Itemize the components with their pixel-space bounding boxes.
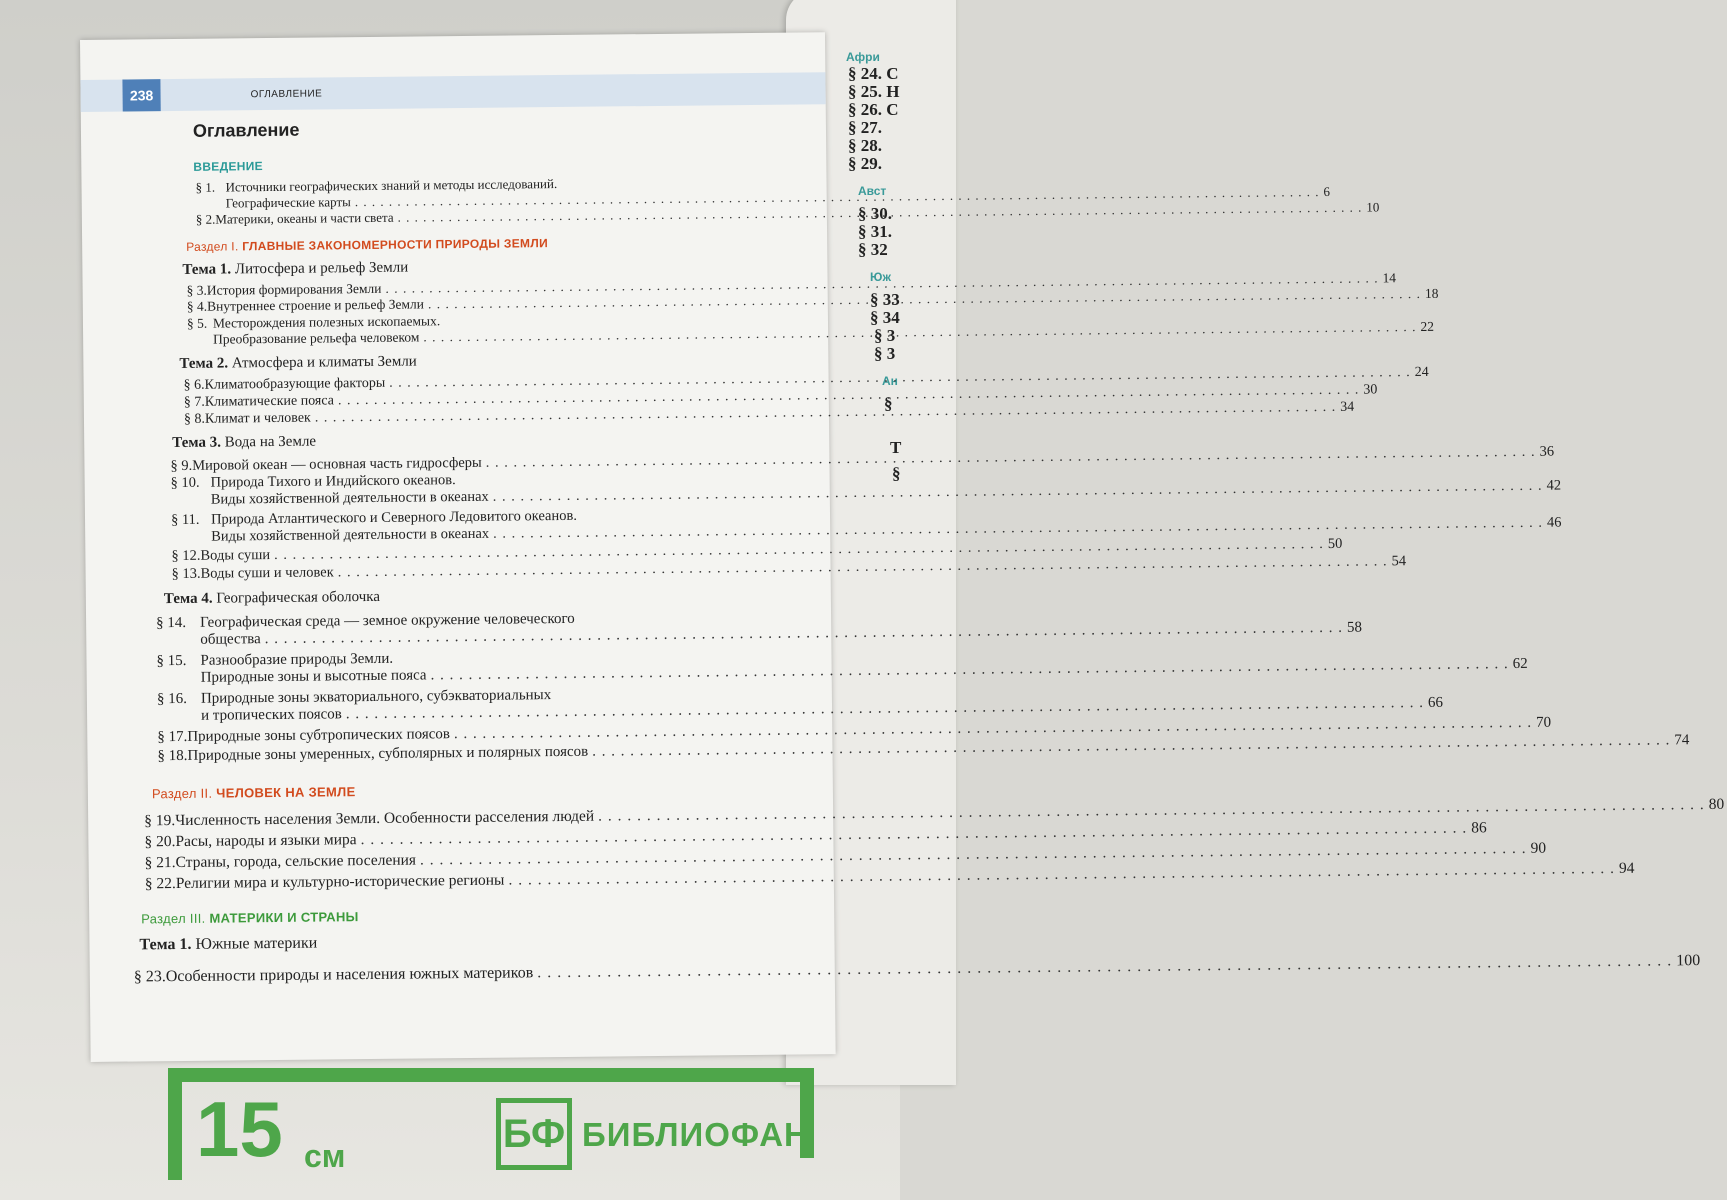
- right-line: § 27.: [848, 118, 882, 137]
- topic-heading: Тема 1. Южные материки: [139, 934, 318, 954]
- toc-entry[interactable]: § 19. Численность населения Земли. Особенности расселения людей . . . 80: [144, 806, 780, 831]
- right-line: § 34: [870, 308, 900, 327]
- right-line: § 24. С: [848, 64, 899, 83]
- toc-entry[interactable]: § 3. История формирования Земли . . . 14: [187, 277, 737, 299]
- right-section-label: Афри: [846, 50, 880, 64]
- toc-entry[interactable]: § 4. Внутреннее строение и рельеф Земли . . . 18: [187, 293, 737, 315]
- toc-entry[interactable]: § 5. Месторождения полезных ископаемых. Преобразование рельефа человеком . . . 22: [187, 310, 737, 348]
- right-line: § 30.: [858, 204, 892, 223]
- section-3-heading: [141, 909, 359, 926]
- section-3-label: Раздел III.: [141, 910, 206, 927]
- brand-name: БИБЛИОФАН: [582, 1116, 809, 1153]
- toc-entry[interactable]: § 22. Религии мира и культурно-исторические регионы . . . 94: [145, 869, 781, 894]
- book-logo-icon: БФ: [496, 1098, 572, 1170]
- toc-entry[interactable]: § 14. Географическая среда — земное окружение человеческого общества . . . 58: [156, 609, 770, 649]
- right-line: § 28.: [848, 136, 882, 155]
- toc-entry[interactable]: § 8. Климат и человек . . . 34: [184, 406, 752, 428]
- right-line: Т: [890, 438, 902, 457]
- topic-heading: Тема 1. Литосфера и рельеф Земли: [182, 259, 409, 278]
- right-line: § 26. С: [848, 100, 899, 119]
- toc-entry[interactable]: § 13. Воды суши и человек . . . 54: [172, 560, 762, 583]
- section-2-heading: [152, 784, 356, 801]
- section-2-title: ЧЕЛОВЕК НА ЗЕМЛЕ: [216, 784, 356, 801]
- right-line: § 25. Н: [848, 82, 900, 101]
- toc-entry[interactable]: § 1. Источники географических знаний и методы исследований. Географические карты . . . 6: [195, 174, 703, 211]
- ruler-bar: [168, 1068, 814, 1082]
- toc-entry[interactable]: § 17. Природные зоны субтропических поясов . . . 70: [157, 723, 771, 746]
- right-line: § 31.: [858, 222, 892, 241]
- toc-entry[interactable]: § 12. Воды суши . . . 50: [171, 542, 761, 565]
- toc-entry[interactable]: § 10. Природа Тихого и Индийского океанов. Виды хозяйственной деятельности в океанах . . . 42: [171, 469, 761, 509]
- toc-entry[interactable]: § 9. Мировой океан — основная часть гидросферы . . . 36: [170, 452, 760, 475]
- topic-heading: Тема 4. Географическая оболочка: [163, 588, 381, 608]
- right-line: § 29.: [848, 154, 882, 173]
- right-section-label: Авст: [858, 184, 887, 198]
- right-section-label: Ан: [882, 374, 898, 388]
- toc-entry[interactable]: § 11. Природа Атлантического и Северного Ледовитого океанов. Виды хозяйственной деятельности в океанах . . . 46: [171, 506, 761, 546]
- right-line: § 3: [874, 344, 896, 363]
- toc-entry[interactable]: § 18. Природные зоны умеренных, субполярных и полярных поясов . . . 74: [157, 742, 771, 765]
- intro-heading: ВВЕДЕНИЕ: [193, 159, 263, 174]
- ruler-tick: [168, 1068, 182, 1180]
- section-3-title: МАТЕРИКИ И СТРАНЫ: [209, 909, 359, 926]
- section-1-title: ГЛАВНЫЕ ЗАКОНОМЕРНОСТИ ПРИРОДЫ ЗЕМЛИ: [242, 236, 549, 254]
- right-line: §: [892, 464, 901, 483]
- page-number: 238: [122, 79, 160, 111]
- toc-entry[interactable]: § 20. Расы, народы и языки мира . . . 86: [144, 827, 780, 852]
- right-line: § 3: [874, 326, 896, 345]
- toc-entry[interactable]: § 2. Материки, океаны и части света . . . 10: [196, 206, 704, 227]
- toc-entry[interactable]: § 16. Природные зоны экваториального, субэкваториальных и тропических поясов . . . 66: [157, 685, 771, 725]
- page-title: Оглавление: [192, 119, 300, 141]
- right-line: § 33: [870, 290, 900, 309]
- right-line: § 32: [858, 240, 888, 259]
- toc-entry[interactable]: § 21. Страны, города, сельские поселения . . . 90: [145, 848, 781, 873]
- ruler-number: 15: [196, 1085, 283, 1173]
- toc-entry[interactable]: § 23. Особенности природы и населения южных материков . . . 100: [134, 962, 794, 987]
- section-2-label: Раздел II.: [151, 785, 213, 802]
- running-header: ОГЛАВЛЕНИЕ: [250, 88, 323, 101]
- toc-entry[interactable]: § 6. Климатообразующие факторы . . . 24: [184, 372, 752, 394]
- right-section-label: Юж: [870, 270, 892, 284]
- right-line: §: [884, 394, 893, 413]
- ruler-unit: см: [304, 1138, 346, 1174]
- topic-heading: Тема 3. Вода на Земле: [172, 433, 317, 452]
- section-1-heading: [186, 236, 548, 254]
- topic-heading: Тема 2. Атмосфера и климаты Земли: [179, 353, 417, 372]
- section-1-label: Раздел I.: [186, 239, 239, 254]
- header-bar: [80, 72, 825, 112]
- toc-entry[interactable]: § 15. Разнообразие природы Земли. Природные зоны и высотные пояса . . . 62: [156, 647, 770, 687]
- toc-entry[interactable]: § 7. Климатические пояса . . . 30: [184, 389, 752, 411]
